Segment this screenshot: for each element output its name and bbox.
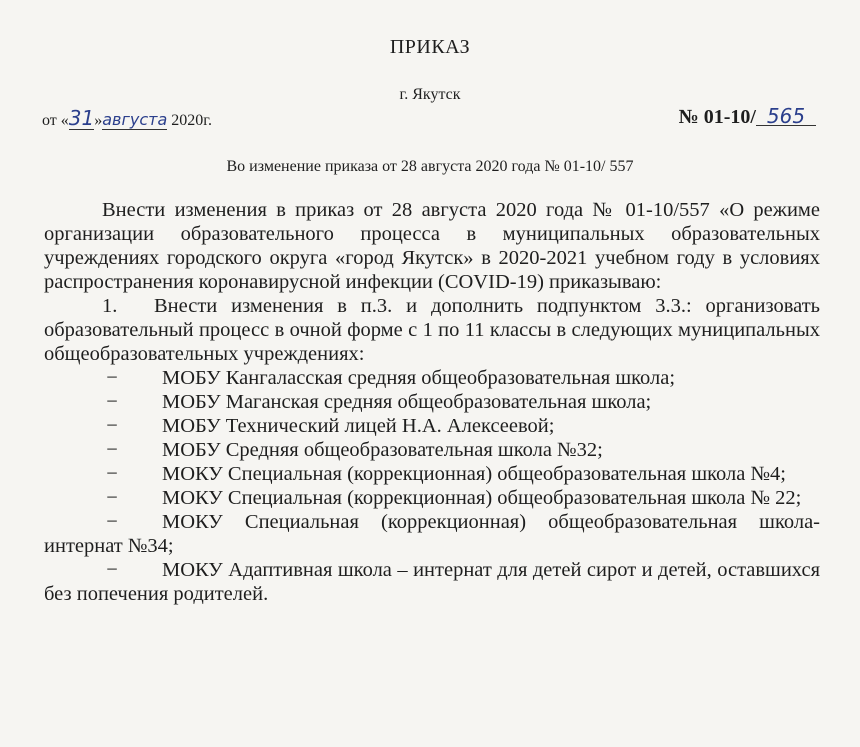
school-name: МОКУ Специальная (коррекционная) общеобразовательная школа № 22;: [162, 487, 802, 509]
school-name: МОКУ Адаптивная школа – интернат для детей сирот и детей, оставшихся без попечения родителей.: [44, 559, 820, 605]
school-name: МОКУ Специальная (коррекционная) общеобразовательная школа №4;: [162, 463, 786, 485]
school-item: [44, 414, 820, 438]
school-name: МОБУ Средняя общеобразовательная школа №32;: [162, 439, 603, 461]
school-item: [44, 390, 820, 414]
list-dash: −: [106, 559, 118, 581]
order-number: [679, 106, 816, 129]
school-name: МОКУ Специальная (коррекционная) общеобразовательная школа-интернат №34;: [44, 511, 820, 557]
point-1-text: Внести изменения в п.3. и дополнить подпунктом 3.3.: организовать образовательный процесс в очной форме с 1 по 11 классы в следующих муниципальных общеобразовательных учреждениях:: [44, 295, 820, 365]
point-1-number: 1.: [102, 295, 118, 317]
date-sep: »: [94, 112, 103, 129]
school-item: [44, 462, 820, 486]
order-subject: Во изменение приказа от 28 августа 2020 года № 01-10/ 557: [226, 158, 634, 175]
list-dash: −: [106, 511, 118, 533]
list-dash: −: [106, 463, 118, 485]
order-number-label: № 01-10/: [678, 106, 756, 128]
list-dash: −: [106, 439, 118, 461]
school-item: [44, 510, 820, 558]
document-title: ПРИКАЗ: [389, 36, 471, 58]
document-city: г. Якутск: [399, 86, 461, 103]
school-item: [44, 558, 820, 606]
school-item: [44, 366, 820, 390]
school-item: [44, 486, 820, 510]
order-number-handwritten: 565: [766, 104, 806, 128]
school-name: МОБУ Маганская средняя общеобразовательная школа;: [162, 391, 652, 413]
order-date: [42, 106, 213, 130]
list-dash: −: [106, 415, 118, 437]
school-name: МОБУ Технический лицей Н.А. Алексеевой;: [162, 415, 555, 437]
list-dash: −: [106, 367, 118, 389]
list-dash: −: [106, 487, 118, 509]
date-year: 2020г.: [171, 112, 213, 129]
date-month-handwritten: августа: [102, 110, 168, 129]
list-dash: −: [106, 391, 118, 413]
order-body: [44, 198, 820, 606]
school-name: МОБУ Кангаласская средняя общеобразовательная школа;: [162, 367, 676, 389]
school-item: [44, 438, 820, 462]
date-prefix: от «: [42, 112, 69, 129]
point-1: [44, 294, 820, 366]
date-day-handwritten: 31: [68, 106, 95, 130]
intro-paragraph: Внести изменения в приказ от 28 августа 2020 года № 01-10/557 «О режиме организации образовательного процесса в муниципальных образовательных учреждениях городского округа «город Якутск» в 2020-2021 учебном году в условиях распространения коронавирусной инфекции (COVID-19) приказываю:: [44, 199, 820, 293]
